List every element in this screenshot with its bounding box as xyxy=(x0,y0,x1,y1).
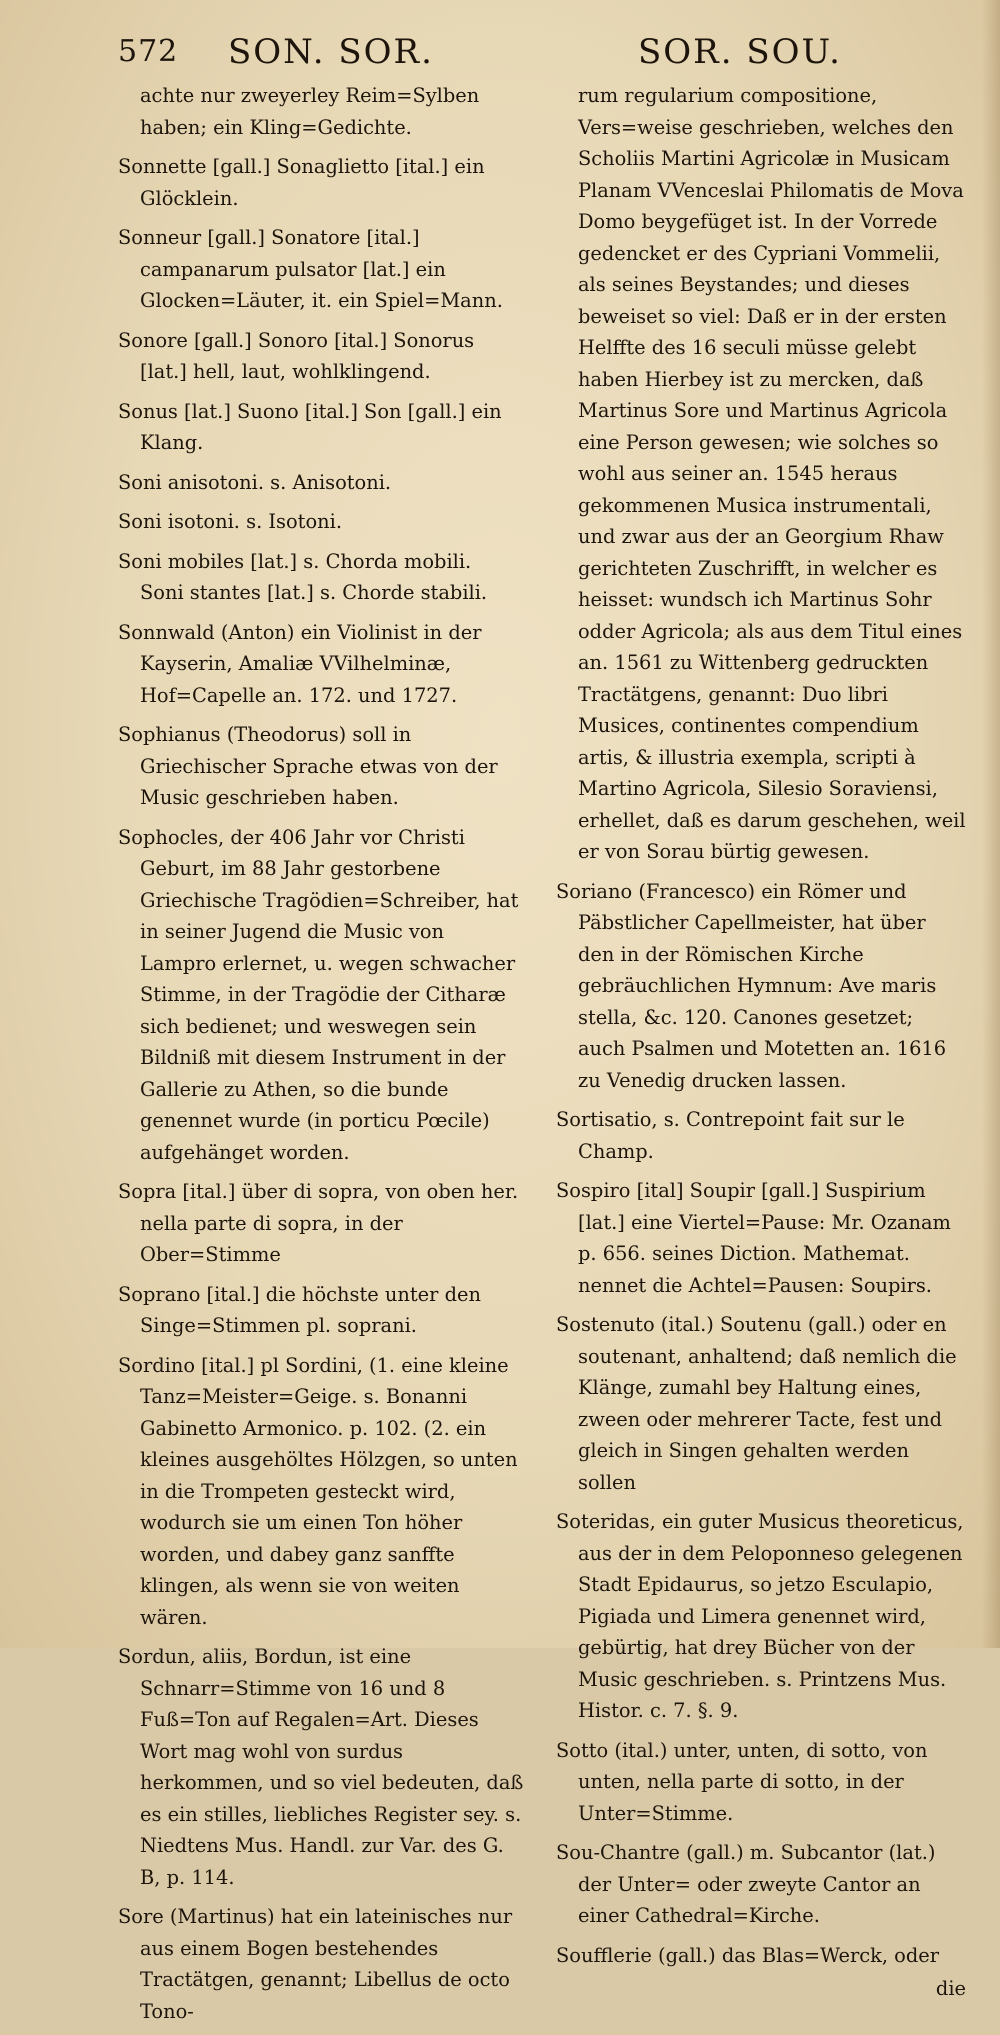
dictionary-entry: Sordino [ital.] pl Sordini, (1. eine kleine Tanz=Meister=Geige. s. Bonanni Gabinetto Armonico. p. 102. (2. ein kleines ausgehöltes Hölzgen, so unten in die Trompeten gesteckt wird, wodurch sie um einen Ton höher worden, und dabey ganz sanffte klingen, als wenn sie von weiten wären. xyxy=(118,1353,518,1629)
dictionary-entry: Sophianus (Theodorus) soll in Griechischer Sprache etwas von der Music geschrieben haben. xyxy=(118,723,498,809)
left-column xyxy=(118,80,524,2035)
right-column xyxy=(556,80,966,2013)
dictionary-entry: Sordun, aliis, Bordun, ist eine Schnarr=Stimme von 16 und 8 Fuß=Ton auf Regalen=Art. Dieses Wort mag wohl von surdus herkommen, und so viel bedeuten, daß es ein stilles, liebliches Register sey. s. Niedtens Mus. Handl. zur Var. des G. B, p. 114. xyxy=(118,1645,524,1889)
dictionary-entry: achte nur zweyerley Reim=Sylben haben; ein Kling=Gedichte. xyxy=(140,84,480,139)
dictionary-entry: Sore (Martinus) hat ein lateinisches nur aus einem Bogen bestehendes Tractätgen, genannt; Libellus de octo Tono- xyxy=(118,1905,513,2023)
dictionary-entry: Soteridas, ein guter Musicus theoreticus, aus der in dem Peloponneso gelegenen Stadt Epidaurus, so jetzo Esculapio, Pigiada und Limera genennet wird, gebürtig, hat drey Bücher von der Music geschrieben. s. Printzens Mus. Histor. c. 7. §. 9. xyxy=(556,1510,964,1722)
dictionary-entry: Soni mobiles [lat.] s. Chorda mobili. xyxy=(118,549,472,573)
dictionary-entry: Soni anisotoni. s. Anisotoni. xyxy=(118,470,392,494)
page-number: 572 xyxy=(118,34,179,69)
dictionary-entry: rum regularium compositione, Vers=weise geschrieben, welches den Scholiis Martini Agricolæ in Musicam Planam VVenceslai Philomatis de Mova Domo beygefüget ist. In der Vorrede gedencket er des Cypriani Vommelii, als seines Beystandes; und dieses beweiset so viel: Daß er in der ersten Helffte des 16 seculi müsse gelebt haben Hierbey ist zu mercken, daß Martinus Sore und Martinus Agricola eine Person gewesen; wie solches so wohl aus seiner an. 1545 heraus gekommenen Musica instrumentali, und zwar aus der an Georgium Rhaw gerichteten Zuschrifft, in welcher es heisset: wundsch ich Martinus Sohr odder Agricola; als aus dem Titul eines an. 1561 zu Wittenberg gedruckten Tractätgens, genannt: Duo libri Musices, continentes compendium artis, & illustria exempla, scripti à Martino Agricola, Silesio Soraviensi, erhellet, daß es darum geschehen, weil er von Sorau bürtig gewesen. xyxy=(578,84,966,863)
page-edge-shadow xyxy=(982,0,1000,1648)
dictionary-entry: Sonnwald (Anton) ein Violinist in der Kayserin, Amaliæ VVilhelminæ, Hof=Capelle an. 172. und 1727. xyxy=(118,620,482,707)
dictionary-entry: Sou-Chantre (gall.) m. Subcantor (lat.) der Unter= oder zweyte Cantor an einer Cathedral=Kirche. xyxy=(556,1841,936,1927)
dictionary-entry: Soni isotoni. s. Isotoni. xyxy=(118,510,343,533)
dictionary-entry: Soni stantes [lat.] s. Chorde stabili. xyxy=(140,581,488,604)
dictionary-entry: Sonneur [gall.] Sonatore [ital.] campanarum pulsator [lat.] ein Glocken=Läuter, it. ein Spiel=Mann. xyxy=(118,226,503,312)
dictionary-entry: Sonore [gall.] Sonoro [ital.] Sonorus [lat.] hell, laut, wohlklingend. xyxy=(118,328,475,383)
dictionary-entry: Sotto (ital.) unter, unten, di sotto, von unten, nella parte di sotto, in der Unter=Stimme. xyxy=(556,1738,928,1825)
dictionary-entry: Soprano [ital.] die höchste unter den Singe=Stimmen pl. soprani. xyxy=(118,1282,481,1337)
running-header xyxy=(118,28,920,76)
dictionary-entry: Sonnette [gall.] Sonaglietto [ital.] ein Glöcklein. xyxy=(118,155,485,210)
dictionary-entry: Sophocles, der 406 Jahr vor Christi Geburt, im 88 Jahr gestorbene Griechische Tragödien=Schreiber, hat in seiner Jugend die Music von Lampro erlernet, u. wegen schwacher Stimme, in der Tragödie der Citharæ sich bedienet; und weswegen sein Bildniß mit diesem Instrument in der Gallerie zu Athen, so die bunde genennet wurde (in porticu Pœcile) aufgehänget worden. xyxy=(118,825,519,1164)
right-column-heading: SOR. SOU. xyxy=(638,32,842,72)
dictionary-entry: Sostenuto (ital.) Soutenu (gall.) oder en soutenant, anhaltend; daß nemlich die Klänge, zumahl bey Haltung eines, zween oder mehrerer Tacte, fest und gleich in Singen gehalten werden sollen xyxy=(556,1313,957,1494)
dictionary-entry: Soriano (Francesco) ein Römer und Päbstlicher Capellmeister, hat über den in der Römischen Kirche gebräuchlichen Hymnum: Ave maris stella, &c. 120. Canones gesetzet; auch Psalmen und Motetten an. 1616 zu Venedig drucken lassen. xyxy=(556,879,947,1092)
dictionary-entry: Soufflerie (gall.) das Blas=Werck, oder xyxy=(556,1943,940,1967)
dictionary-entry: Sospiro [ital] Soupir [gall.] Suspirium [lat.] eine Viertel=Pause: Mr. Ozanam p. 656. seines Diction. Mathemat. nennet die Achtel=Pausen: Soupirs. xyxy=(556,1179,951,1297)
left-column-heading: SON. SOR. xyxy=(228,32,434,72)
dictionary-entry: Sonus [lat.] Suono [ital.] Son [gall.] ein Klang. xyxy=(118,399,502,454)
dictionary-entry: Sopra [ital.] über di sopra, von oben her. nella parte di sopra, in der Ober=Stimme xyxy=(118,1180,519,1266)
catchword: die xyxy=(935,1977,966,2000)
dictionary-entry: Sortisatio, s. Contrepoint fait sur le Champ. xyxy=(556,1108,905,1163)
